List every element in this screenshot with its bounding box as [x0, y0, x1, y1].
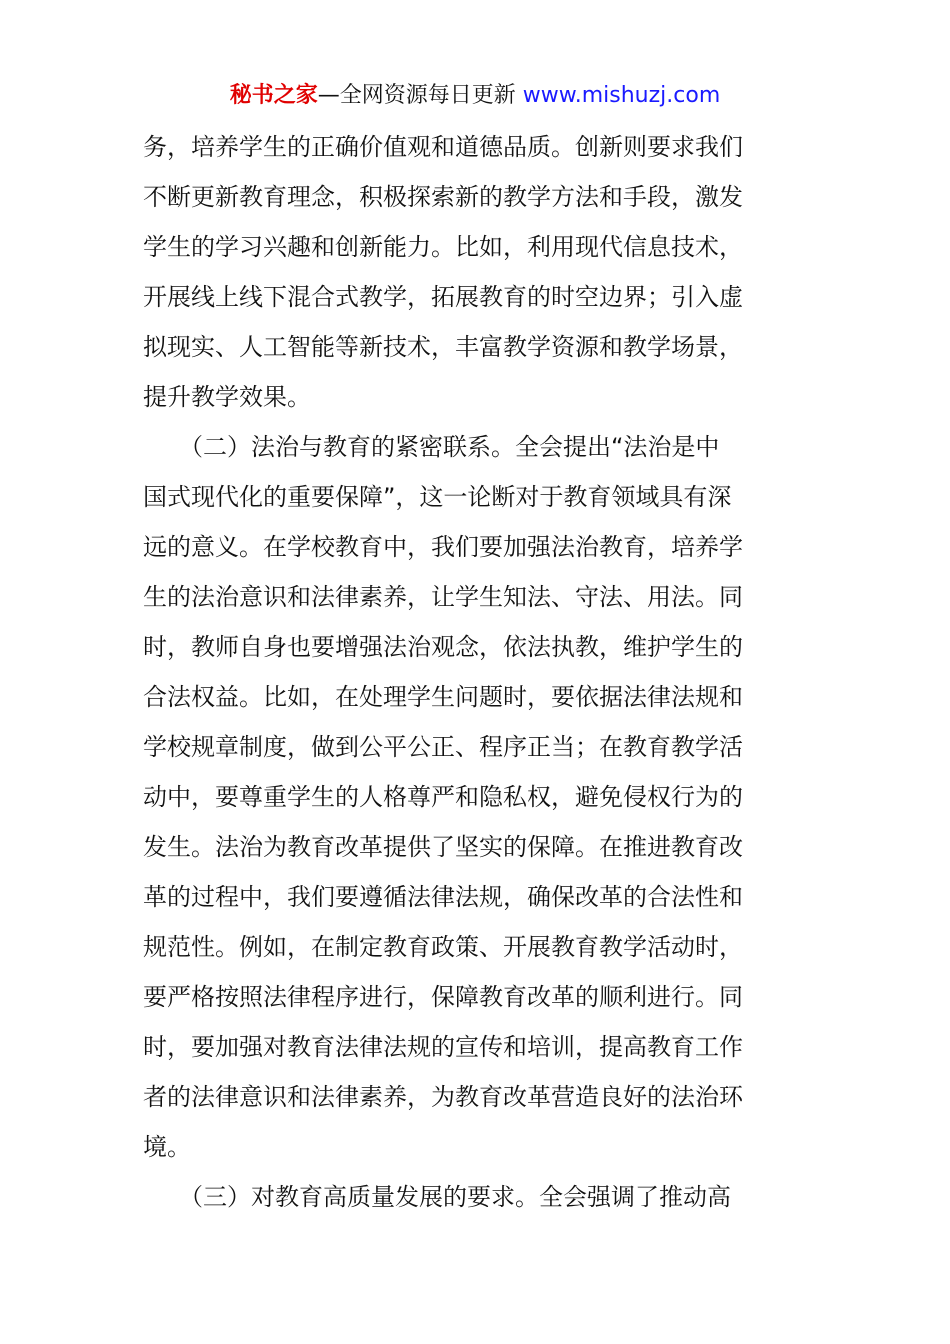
site-url-link[interactable]: www.mishuzj.com — [522, 83, 721, 108]
text-line: （三）对教育高质量发展的要求。全会强调了推动高 — [143, 1183, 731, 1211]
text-line: 境。 — [143, 1133, 191, 1161]
text-line: 务，培养学生的正确价值观和道德品质。创新则要求我们 — [143, 133, 743, 161]
text-line: 国式现代化的重要保障”，这一论断对于教育领域具有深 — [143, 483, 732, 511]
text-line: 开展线上线下混合式教学，拓展教育的时空边界；引入虚 — [143, 283, 743, 311]
text-line: 合法权益。比如，在处理学生问题时，要依据法律法规和 — [143, 683, 743, 711]
site-header — [0, 80, 950, 112]
text-line: 学校规章制度，做到公平公正、程序正当；在教育教学活 — [143, 733, 743, 761]
text-line: 要严格按照法律程序进行，保障教育改革的顺利进行。同 — [143, 983, 743, 1011]
brand-name: 秘书之家 — [229, 83, 318, 108]
header-tagline: —全网资源每日更新 — [317, 83, 516, 108]
text-line: 发生。法治为教育改革提供了坚实的保障。在推进教育改 — [143, 833, 743, 861]
text-line: 动中，要尊重学生的人格尊严和隐私权，避免侵权行为的 — [143, 783, 743, 811]
text-line: 学生的学习兴趣和创新能力。比如，利用现代信息技术， — [143, 233, 743, 261]
document-body — [143, 122, 807, 1222]
text-line: （二）法治与教育的紧密联系。全会提出“法治是中 — [143, 433, 720, 461]
text-line: 规范性。例如，在制定教育政策、开展教育教学活动时， — [143, 933, 743, 961]
text-line: 不断更新教育理念，积极探索新的教学方法和手段，激发 — [143, 183, 743, 211]
text-line: 生的法治意识和法律素养，让学生知法、守法、用法。同 — [143, 583, 743, 611]
text-line: 拟现实、人工智能等新技术，丰富教学资源和教学场景， — [143, 333, 743, 361]
text-line: 时，要加强对教育法律法规的宣传和培训，提高教育工作 — [143, 1033, 743, 1061]
text-line: 远的意义。在学校教育中，我们要加强法治教育，培养学 — [143, 533, 743, 561]
text-line: 革的过程中，我们要遵循法律法规，确保改革的合法性和 — [143, 883, 743, 911]
text-line: 提升教学效果。 — [143, 383, 311, 411]
text-line: 时，教师自身也要增强法治观念，依法执教，维护学生的 — [143, 633, 743, 661]
text-line: 者的法律意识和法律素养，为教育改革营造良好的法治环 — [143, 1083, 743, 1111]
